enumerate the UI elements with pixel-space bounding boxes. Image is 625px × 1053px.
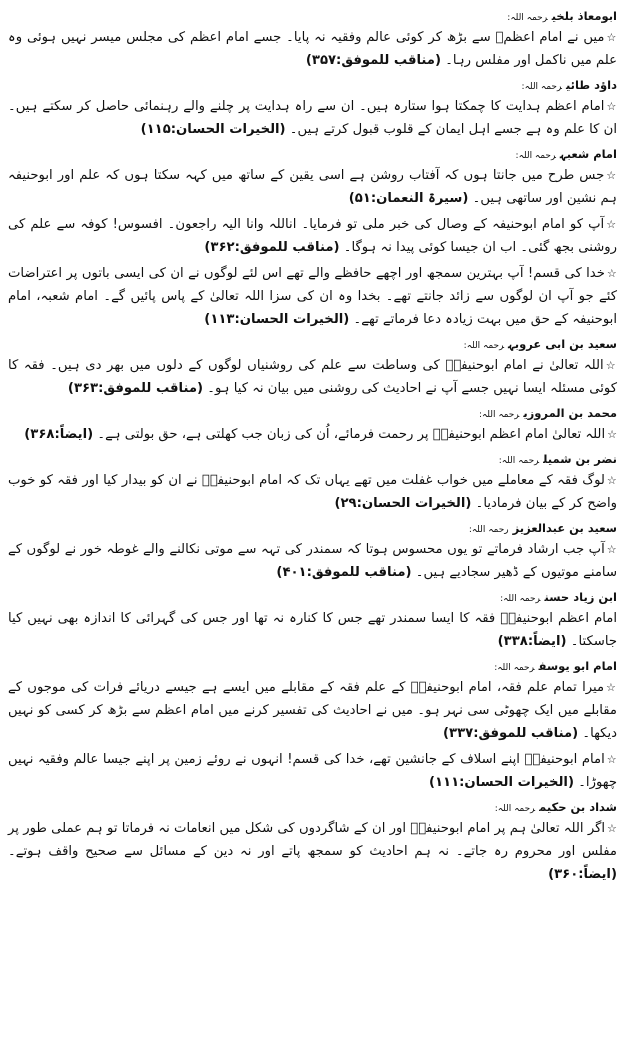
quote-paragraph bbox=[8, 469, 617, 515]
citation-reference: (ایضاً:۳۶۸) bbox=[24, 427, 94, 442]
scholar-entry bbox=[8, 587, 617, 653]
scholar-name-text: نضر بن شمیل bbox=[543, 452, 617, 466]
honorific: رحمہ اللہ: bbox=[507, 13, 548, 23]
honorific: رحمہ اللہ: bbox=[498, 456, 540, 466]
scholar-entry bbox=[8, 656, 617, 794]
quote-text: اللہ تعالیٰ امام اعظم ابوحنیفہؒ پر رحمت فرمائے، اُن کی زبان جب کھلتی ہے، حق بولتی ہے۔ bbox=[97, 427, 606, 442]
scholar-name-text: امام ابو یوسف bbox=[538, 659, 617, 673]
citation-reference: (مناقب للموفق:۳۳۷) bbox=[443, 726, 579, 741]
scholar-name-text: داؤد طائی bbox=[565, 78, 617, 92]
quote-paragraph bbox=[8, 607, 617, 653]
quote-paragraph bbox=[8, 164, 617, 210]
quote-text: اگر اللہ تعالیٰ ہم پر امام ابوحنیفہؒ اور ان کے شاگردوں کی شکل میں انعامات نہ فرماتا تو ہم عملی طور پر مفلس اور محروم رہ جاتے۔ نہ ہم احادیث کو سمجھ پاتے اور نہ دین کے مسائل سے صحیح واقف ہوتے۔ bbox=[8, 821, 617, 859]
quote-paragraph bbox=[8, 676, 617, 745]
honorific: رحمہ اللہ: bbox=[463, 341, 505, 351]
quote-text: میرا تمام علم فقہ، امام ابوحنیفہؒ کے علم فقہ کے مقابلے میں ایسے ہے جیسے دریائے فرات کی موجوں کے مقابلے میں ایک چھوٹی سی نہر ہو۔ میں نے احادیث کی تفسیر کرنے میں امام اعظم سے بڑھ کر کسی کو نہیں دیکھا۔ bbox=[8, 680, 617, 741]
citation-reference: (سیرۃ النعمان:۵۱) bbox=[348, 191, 469, 206]
scholar-name bbox=[8, 797, 617, 817]
star-icon: ☆ bbox=[606, 681, 617, 694]
scholar-name bbox=[8, 518, 617, 538]
quote-paragraph bbox=[8, 95, 617, 141]
citation-reference: (مناقب للموفق:۳۵۷) bbox=[305, 53, 441, 68]
quote-text: خدا کی قسم! آپ بہترین سمجھ اور اچھے حافظے والے تھے اس لئے لوگوں نے ان کی ایسی باتوں پر اعتراضات کئے جو آپ ان لوگوں سے زائد جانتے تھے۔ بخدا وہ ان کی سزا اللہ تعالیٰ کے پاس پائیں گے۔ امام شعبہ، امام ابوحنیفہ کے حق میں بہت زیادہ دعا فرماتے تھے۔ bbox=[8, 266, 617, 327]
citation-reference: (مناقب للموفق:۳۶۲) bbox=[204, 240, 340, 255]
star-icon: ☆ bbox=[606, 169, 617, 182]
scholar-entry bbox=[8, 449, 617, 515]
quote-paragraph bbox=[8, 213, 617, 259]
star-icon: ☆ bbox=[606, 543, 617, 556]
scholar-entry bbox=[8, 334, 617, 400]
scholar-name-text: ابن زیاد حسن bbox=[544, 590, 617, 604]
scholar-name bbox=[8, 6, 617, 26]
scholar-name-text: سعید بن ابی عروبہ bbox=[508, 337, 617, 351]
scholar-name-text: شداد بن حکیم bbox=[539, 800, 617, 814]
honorific: رحمہ اللہ: bbox=[500, 594, 541, 604]
quote-text: امام اعظم ہدایت کا چمکتا ہوا ستارہ ہیں۔ ان سے راہ ہدایت پر چلنے والے رہنمائی حاصل کر سکتے ہیں۔ ان کا علم وہ ہے جسے اہل ایمان کے قلوب قبول کرتے ہیں۔ bbox=[8, 99, 617, 137]
quote-text: اللہ تعالیٰ نے امام ابوحنیفہؒ کی وساطت سے علم کی روشنیاں لوگوں کے دلوں میں بھر دی ہیں۔ فقہ کا کوئی مسئلہ ایسا نہیں جسے آپ نے احادیث کی روشنی میں بیان نہ کیا ہو۔ bbox=[8, 358, 617, 396]
scholar-name bbox=[8, 334, 617, 354]
scholar-name-text: ابومعاذ بلخی bbox=[551, 9, 617, 23]
scholar-name-text: محمد بن المروزی bbox=[523, 406, 617, 420]
scholar-name bbox=[8, 403, 617, 423]
quote-paragraph bbox=[8, 817, 617, 886]
quote-text: میں نے امام اعظمؒ سے بڑھ کر کوئی عالم وفقیہ نہ پایا۔ جسے امام اعظم کی مجلس میسر نہیں ہوئی وہ علم میں ناکمل اور مفلس رہا۔ bbox=[8, 30, 617, 68]
scholar-name bbox=[8, 75, 617, 95]
star-icon: ☆ bbox=[606, 474, 617, 487]
star-icon: ☆ bbox=[607, 428, 617, 441]
quote-paragraph bbox=[8, 748, 617, 794]
citation-reference: (الخیرات الحسان:۱۱۵) bbox=[140, 122, 286, 137]
scholar-entry bbox=[8, 403, 617, 446]
scholar-entry bbox=[8, 518, 617, 584]
citation-reference: (ایضاً:۳۳۸) bbox=[497, 634, 567, 649]
star-icon: ☆ bbox=[605, 359, 617, 372]
quote-text: امام ابوحنیفہؒ اپنے اسلاف کے جانشین تھے، خدا کی قسم! انہوں نے روئے زمین پر اپنے جیسا عالم وفقیہ نہیں چھوڑا۔ bbox=[8, 752, 617, 790]
citation-reference: (ایضاً:۳۶۰) bbox=[548, 867, 617, 882]
honorific: رحمہ اللہ: bbox=[521, 82, 562, 92]
quote-text: امام اعظم ابوحنیفہؒ فقہ کا ایسا سمندر تھے جس کا کنارہ نہ تھا اور جس کی گہرائی کا اندازہ بھی نہیں کیا جاسکتا۔ bbox=[8, 611, 617, 649]
scholar-name bbox=[8, 656, 617, 676]
citation-reference: (مناقب للموفق:۳۶۳) bbox=[67, 381, 204, 396]
quote-paragraph bbox=[8, 26, 617, 72]
star-icon: ☆ bbox=[607, 822, 617, 835]
quote-paragraph bbox=[8, 538, 617, 584]
citation-reference: (الخیرات الحسان:۱۱۳) bbox=[204, 312, 350, 327]
honorific: رحمہ اللہ: bbox=[478, 410, 520, 420]
scholar-entry bbox=[8, 6, 617, 72]
citation-reference: (الخیرات الحسان:۱۱۱) bbox=[428, 775, 574, 790]
scholar-name bbox=[8, 587, 617, 607]
quote-paragraph bbox=[8, 423, 617, 446]
quote-paragraph bbox=[8, 262, 617, 331]
star-icon: ☆ bbox=[606, 31, 617, 44]
quote-text: جس طرح میں جانتا ہوں کہ آفتاب روشن ہے اسی یقین کے ساتھ میں کہہ سکتا ہوں کہ علم اور ابوحنیفہ ہم نشین اور ساتھی ہیں۔ bbox=[8, 168, 617, 206]
quote-text: آپ کو امام ابوحنیفہ کے وصال کی خبر ملی تو فرمایا۔ اناللہ وانا الیہ راجعون۔ افسوس! کوفہ سے علم کی روشنی بجھ گئی۔ اب ان جیسا کوئی پیدا نہ ہوگا۔ bbox=[8, 217, 617, 255]
honorific: رحمہ اللہ: bbox=[494, 804, 536, 814]
scholar-name-text: امام شعبہ bbox=[559, 147, 617, 161]
star-icon: ☆ bbox=[606, 100, 617, 113]
honorific: رحمہ اللہ: bbox=[494, 663, 535, 673]
quote-text: آپ جب ارشاد فرماتے تو یوں محسوس ہوتا کہ سمندر کی تہہ سے موتی نکالنے والے غوطہ خور نے لوگوں کے سامنے موتیوں کے ڈھیر سجادیے ہیں۔ bbox=[8, 542, 617, 580]
scholar-entry bbox=[8, 75, 617, 141]
honorific: رحمہ اللہ: bbox=[468, 525, 509, 535]
scholar-name bbox=[8, 449, 617, 469]
star-icon: ☆ bbox=[606, 753, 617, 766]
scholar-name bbox=[8, 144, 617, 164]
star-icon: ☆ bbox=[606, 218, 617, 231]
citation-reference: (الخیرات الحسان:۲۹) bbox=[334, 496, 472, 511]
quote-text: لوگ فقہ کے معاملے میں خواب غفلت میں تھے یہاں تک کہ امام ابوحنیفہؒ نے ان کو بیدار کیا اور فقہ کو خوب واضح کر کے بیان فرمادیا۔ bbox=[8, 473, 617, 511]
honorific: رحمہ اللہ: bbox=[515, 151, 556, 161]
scholar-entry bbox=[8, 144, 617, 331]
scholar-name-text: سعید بن عبدالعزیز bbox=[512, 521, 617, 535]
quote-paragraph bbox=[8, 354, 617, 400]
star-icon: ☆ bbox=[606, 267, 617, 280]
scholar-entry bbox=[8, 797, 617, 886]
citation-reference: (مناقب للموفق:۴۰۱) bbox=[276, 565, 412, 580]
